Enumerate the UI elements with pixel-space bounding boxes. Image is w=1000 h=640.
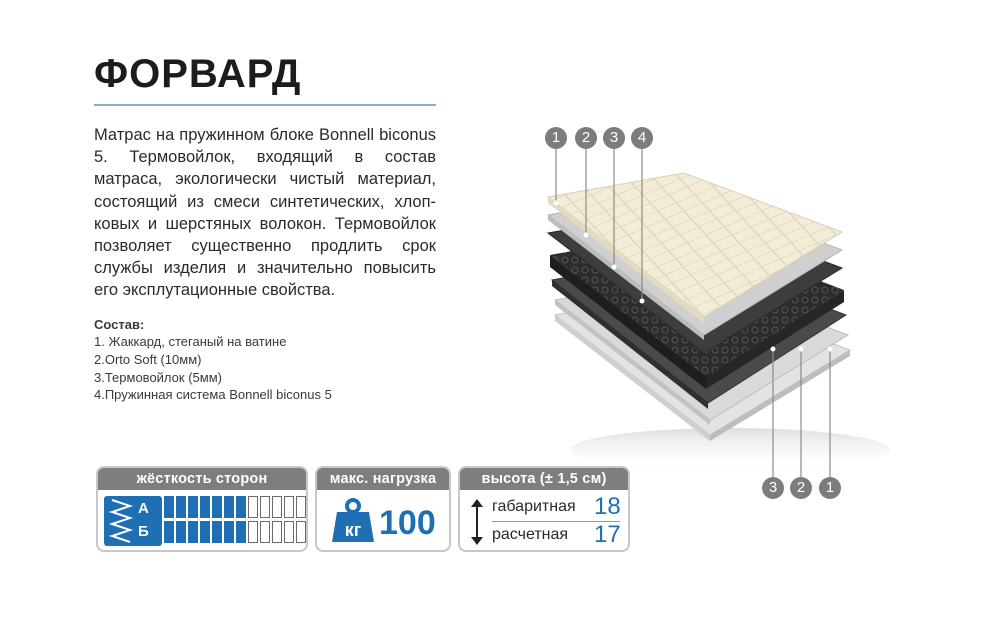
layer-marker: 3 bbox=[603, 127, 625, 149]
firmness-cell bbox=[188, 521, 198, 543]
firmness-badge bbox=[96, 466, 308, 552]
composition-item: 2.Orto Soft (10мм) bbox=[94, 351, 202, 367]
overall-height-label: габаритная bbox=[492, 498, 576, 515]
firmness-cell bbox=[224, 521, 234, 543]
firmness-cell bbox=[176, 521, 186, 543]
firmness-scale-a bbox=[164, 496, 306, 518]
composition-item: 4.Пружинная система Bonnell biconus 5 bbox=[94, 387, 332, 403]
firmness-cell bbox=[236, 496, 246, 518]
firmness-cell bbox=[224, 496, 234, 518]
effective-height-label: расчетная bbox=[492, 526, 569, 543]
firmness-cell bbox=[272, 496, 282, 518]
height-badge bbox=[458, 466, 630, 552]
firmness-cell bbox=[236, 521, 246, 543]
mattress-layers-illustration bbox=[530, 115, 890, 515]
max-load-badge bbox=[315, 466, 451, 552]
effective-height-value: 17 bbox=[594, 521, 621, 548]
layer-marker: 2 bbox=[575, 127, 597, 149]
firmness-header: жёсткость сторон bbox=[98, 468, 306, 490]
mattress-layers-drawing bbox=[530, 115, 890, 515]
overall-height-value: 18 bbox=[594, 493, 621, 520]
kg-unit-label: кг bbox=[344, 520, 362, 540]
product-description: Матрас на пружинном блоке Bonnell biconus 5. Термовойлок, входящий в состав матраса, экологически чистый материал, состоящий из смеси синтетических, хлоп-ковых и шерстяных волокон. Термовойлок позволяет существенно продлить срок службы изделия и значительно повысить его эксплутационные свойства. bbox=[94, 126, 436, 300]
layer-marker: 1 bbox=[545, 127, 567, 149]
firmness-scale-b bbox=[164, 521, 306, 543]
composition-title: Состав: bbox=[94, 317, 145, 332]
firmness-cell bbox=[248, 521, 258, 543]
side-a-label: А bbox=[138, 500, 149, 517]
firmness-cell bbox=[200, 496, 210, 518]
firmness-cell bbox=[284, 496, 294, 518]
page-title: ФОРВАРД bbox=[94, 52, 302, 96]
side-b-label: Б bbox=[138, 523, 149, 540]
firmness-cell bbox=[296, 521, 306, 543]
composition-item: 1. Жаккард, стеганый на ватине bbox=[94, 334, 287, 349]
firmness-cell bbox=[188, 496, 198, 518]
firmness-cell bbox=[284, 521, 294, 543]
layer-marker: 4 bbox=[631, 127, 653, 149]
firmness-cell bbox=[212, 496, 222, 518]
firmness-cell bbox=[272, 521, 282, 543]
firmness-cell bbox=[296, 496, 306, 518]
firmness-cell bbox=[260, 496, 270, 518]
firmness-cell bbox=[248, 496, 258, 518]
height-header: высота (± 1,5 см) bbox=[460, 468, 628, 490]
layer-marker: 2 bbox=[790, 477, 812, 499]
firmness-cell bbox=[200, 521, 210, 543]
max-load-value: 100 bbox=[379, 504, 436, 542]
firmness-cell bbox=[164, 496, 174, 518]
firmness-cell bbox=[260, 521, 270, 543]
max-load-header: макс. нагрузка bbox=[317, 468, 449, 490]
spring-icon bbox=[104, 496, 162, 546]
title-divider bbox=[94, 104, 436, 106]
firmness-cell bbox=[164, 521, 174, 543]
height-arrow-icon bbox=[470, 498, 484, 546]
firmness-cell bbox=[176, 496, 186, 518]
composition-item: 3.Термовойлок (5мм) bbox=[94, 369, 222, 385]
layer-marker: 3 bbox=[762, 477, 784, 499]
composition-list bbox=[94, 333, 332, 404]
firmness-cell bbox=[212, 521, 222, 543]
layer-marker: 1 bbox=[819, 477, 841, 499]
